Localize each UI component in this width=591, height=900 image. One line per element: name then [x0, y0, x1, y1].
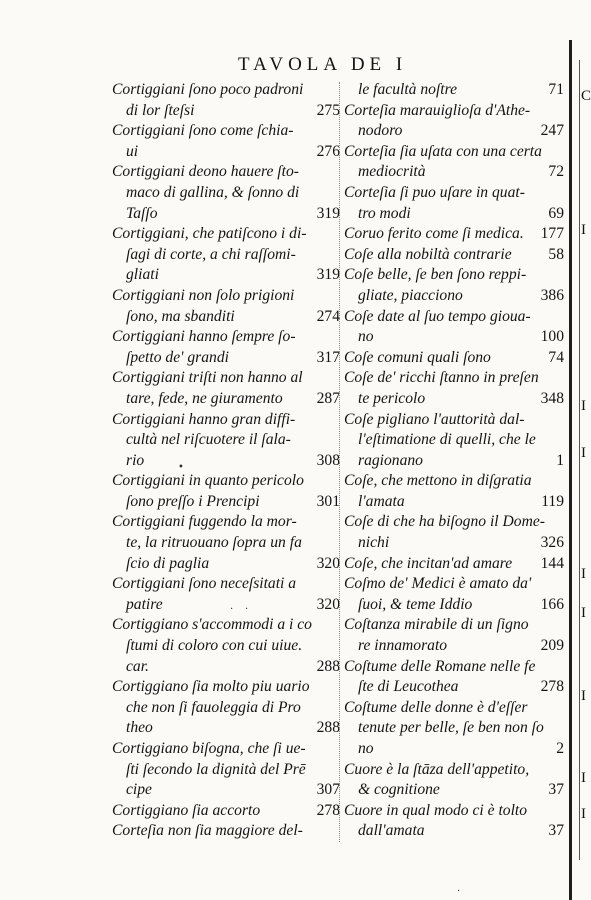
- index-entry-line: [344, 698, 564, 719]
- index-entry-text: Corteſia ſia uſata con una certa: [344, 142, 542, 160]
- index-entry-line: [344, 512, 564, 533]
- index-entry-line: [344, 821, 564, 842]
- index-entry-text: Cortiggiani ſono come ſchia-: [112, 122, 294, 140]
- margin-mark: I: [581, 398, 586, 414]
- index-entry-text: Coſmo de' Medici è amato da': [344, 575, 532, 593]
- index-entry-text: Cortiggiano ſia accorto: [112, 801, 261, 819]
- index-entry-line: [344, 204, 564, 225]
- index-entry-text: l'eſtimatione di quelli, che le: [358, 431, 536, 449]
- index-entry-text: che non ſi fauoleggia di Pro: [126, 698, 301, 716]
- index-entry-text: Coſe de' ricchi ſtanno in preſen: [344, 369, 539, 387]
- index-entry-text: Coſtanza mirabile di un ſigno: [344, 616, 529, 634]
- index-page-number: 278: [316, 801, 340, 819]
- index-entry-text: tro modi: [358, 204, 411, 222]
- index-entry-text: ſpetto de' grandi: [126, 348, 229, 366]
- index-entry-line: [112, 615, 340, 636]
- index-entry-line: [112, 224, 340, 245]
- page-edge-line: [579, 60, 580, 860]
- index-entry-line: [112, 657, 340, 678]
- index-entry-text: Cortiggiani in quanto pericolo: [112, 472, 304, 490]
- index-entry-line: [112, 471, 340, 492]
- index-entry-line: [112, 574, 340, 595]
- index-entry-line: [112, 595, 340, 616]
- index-page-number: 119: [541, 492, 564, 510]
- index-entry-line: [112, 636, 340, 657]
- index-entry-text: le facultà noſtre: [358, 81, 458, 98]
- index-entry-line: [112, 389, 340, 410]
- index-page-number: 319: [316, 266, 340, 284]
- index-page-number: 301: [316, 492, 340, 510]
- index-entry-line: [344, 286, 564, 307]
- index-entry-text: l'amata: [358, 492, 405, 510]
- index-entry-line: [344, 368, 564, 389]
- index-page-number: 287: [316, 389, 340, 407]
- index-entry-text: tare, fede, ne giuramento: [126, 389, 283, 407]
- index-entry-text: ſagi di corte, a chi raſſomi-: [126, 245, 296, 263]
- index-entry-text: ſti ſecondo la dignità del Prē: [126, 760, 306, 778]
- index-page-number: 275: [316, 101, 340, 119]
- index-entry-text: nodoro: [358, 122, 403, 140]
- index-entry-text: Coſe comuni quali ſono: [344, 348, 491, 366]
- index-entry-text: Coſe, che mettono in diſgratia: [344, 472, 532, 490]
- index-entry-line: [344, 430, 564, 451]
- index-entry-text: mediocrità: [358, 163, 426, 181]
- index-page-number: 177: [540, 225, 564, 243]
- index-entry-text: Coſe pigliano l'auttorità dal-: [344, 410, 525, 428]
- index-entry-line: [344, 492, 564, 513]
- index-entry-line: [112, 451, 340, 472]
- margin-mark: I: [581, 605, 586, 621]
- index-page-number: 278: [540, 678, 564, 696]
- index-entry-line: [344, 595, 564, 616]
- index-entry-text: cultà nel riſcuotere il ſala-: [126, 431, 291, 449]
- index-entry-line: [112, 554, 340, 575]
- margin-mark: I: [581, 770, 586, 786]
- index-entry-text: & cognitione: [358, 781, 440, 799]
- index-entry-line: [344, 121, 564, 142]
- index-entry-line: [344, 389, 564, 410]
- index-entry-text: Cortiggiani ſono poco padroni: [112, 81, 304, 98]
- index-page-number: 2: [556, 740, 564, 757]
- index-entry-text: Cuore in qual modo ci è tolto: [344, 801, 528, 819]
- index-entry-text: rio: [126, 451, 145, 469]
- index-entry-text: te, la ritruouano ſopra un fa: [126, 534, 302, 552]
- ink-speck: ·: [230, 604, 234, 615]
- index-page-number: 69: [548, 204, 564, 222]
- index-entry-line: [112, 286, 340, 307]
- index-page-number: 100: [540, 328, 564, 346]
- index-entry-line: [112, 101, 340, 122]
- index-entry-text: ſte di Leucothea: [358, 678, 459, 696]
- index-entry-line: [112, 368, 340, 389]
- index-column-left: [112, 80, 340, 842]
- index-entry-text: ſono preſſo i Prencipi: [126, 492, 260, 510]
- index-entry-text: Coſe di che ha biſogno il Dome-: [344, 513, 545, 531]
- index-entry-text: patire: [126, 595, 163, 613]
- index-entry-text: ſono, ma sbanditi: [126, 307, 235, 325]
- index-entry-line: [112, 307, 340, 328]
- index-page-number: 307: [316, 781, 340, 799]
- index-page-number: 72: [548, 163, 564, 181]
- index-entry-line: [344, 471, 564, 492]
- index-entry-line: [112, 760, 340, 781]
- index-page-number: 288: [316, 657, 340, 675]
- index-entry-text: Corteſia ſi puo uſare in quat-: [344, 183, 525, 201]
- index-entry-line: [112, 739, 340, 760]
- index-page-number: 274: [316, 307, 340, 325]
- index-entry-line: [112, 780, 340, 801]
- index-entry-text: Cortiggiani non ſolo prigioni: [112, 286, 295, 304]
- index-entry-line: [344, 533, 564, 554]
- ink-speck: •: [178, 462, 184, 473]
- index-entry-line: [112, 348, 340, 369]
- index-entry-line: [344, 307, 564, 328]
- ink-speck: ·: [245, 604, 249, 615]
- index-entry-text: Coſe, che incitan'ad amare: [344, 554, 513, 572]
- index-entry-line: [344, 636, 564, 657]
- index-page-number: 308: [316, 451, 340, 469]
- index-entry-line: [112, 142, 340, 163]
- index-entry-text: te pericolo: [358, 389, 426, 407]
- index-entry-line: [112, 80, 340, 101]
- index-entry-text: ragionano: [358, 451, 423, 469]
- index-entry-line: [344, 80, 564, 101]
- index-entry-text: Cortiggiani ſono neceſsitati a: [112, 575, 297, 593]
- margin-mark: I: [581, 222, 586, 238]
- index-page-number: 144: [540, 554, 564, 572]
- index-page-number: 386: [540, 286, 564, 304]
- index-entry-line: [112, 183, 340, 204]
- index-entry-line: [112, 204, 340, 225]
- index-entry-text: Cortiggiani hanno gran diffi-: [112, 410, 296, 428]
- index-entry-line: [344, 718, 564, 739]
- index-entry-text: Corteſia marauiglioſa d'Athe-: [344, 101, 531, 119]
- index-entry-line: [112, 162, 340, 183]
- index-page-number: 58: [548, 245, 564, 263]
- index-entry-line: [112, 801, 340, 822]
- ink-speck: ·: [457, 886, 461, 897]
- index-entry-text: Corteſia non ſia maggiore del-: [112, 822, 303, 840]
- index-entry-line: [344, 760, 564, 781]
- index-entry-line: [112, 821, 340, 842]
- index-page-number: 209: [540, 637, 564, 655]
- index-entry-text: di lor ſteſsi: [126, 101, 195, 119]
- index-entry-text: ſuoi, & teme Iddio: [358, 595, 473, 613]
- index-entry-text: Coſtume delle Romane nelle fe: [344, 657, 536, 675]
- index-entry-text: no: [358, 328, 374, 346]
- index-entry-line: [344, 142, 564, 163]
- index-entry-text: Cortiggiani deono hauere ſto-: [112, 163, 299, 181]
- column-divider: [339, 82, 341, 842]
- index-page-number: 37: [548, 781, 564, 799]
- index-entry-line: [344, 615, 564, 636]
- index-entry-line: [344, 224, 564, 245]
- index-entry-text: Coruo ferito come ſi medica.: [344, 225, 524, 243]
- index-entry-text: Cortiggiani fuggendo la mor-: [112, 513, 297, 531]
- margin-mark: I: [581, 806, 586, 822]
- index-entry-line: [112, 327, 340, 348]
- index-entry-text: Cortiggiani triſti non hanno al: [112, 369, 303, 387]
- index-entry-line: [344, 451, 564, 472]
- index-page-number: 320: [316, 595, 340, 613]
- index-entry-text: Cuore è la ſtāza dell'appetito,: [344, 760, 530, 778]
- index-entry-text: dall'amata: [358, 822, 425, 840]
- index-entry-text: Cortiggiano ſia molto piu uario: [112, 678, 310, 696]
- index-entry-line: [112, 121, 340, 142]
- index-entry-line: [344, 739, 564, 760]
- index-entry-line: [112, 698, 340, 719]
- index-page-number: 348: [540, 389, 564, 407]
- index-entry-text: Coſe alla nobiltà contrarie: [344, 245, 512, 263]
- index-entry-text: tenute per belle, ſe ben non ſo: [358, 719, 544, 737]
- index-entry-text: theo: [126, 719, 153, 737]
- index-page-number: 74: [548, 348, 564, 366]
- index-entry-line: [112, 677, 340, 698]
- index-entry-line: [344, 574, 564, 595]
- index-entry-text: Coſe belle, ſe ben ſono reppi-: [344, 266, 527, 284]
- index-entry-text: ſtumi di coloro con cui uiue.: [126, 637, 303, 655]
- page-edge-shadow: [569, 40, 572, 900]
- index-entry-text: car.: [126, 657, 149, 675]
- index-entry-line: [344, 554, 564, 575]
- margin-mark: I: [581, 445, 586, 461]
- index-entry-text: cipe: [126, 781, 152, 799]
- index-entry-text: nichi: [358, 534, 390, 552]
- index-entry-line: [344, 327, 564, 348]
- index-page-number: 247: [540, 122, 564, 140]
- index-page-number: 326: [540, 534, 564, 552]
- index-page-number: 1: [556, 451, 564, 469]
- index-entry-line: [344, 801, 564, 822]
- index-entry-line: [344, 677, 564, 698]
- index-entry-text: Cortiggiani hanno ſempre ſo-: [112, 328, 296, 346]
- index-entry-line: [344, 780, 564, 801]
- index-entry-text: Cortiggiano s'accommodi a i co: [112, 616, 312, 634]
- index-entry-line: [344, 162, 564, 183]
- index-page-number: 320: [316, 554, 340, 572]
- index-entry-text: gliate, piacciono: [358, 286, 463, 304]
- margin-mark: I: [581, 566, 586, 582]
- index-entry-line: [344, 410, 564, 431]
- margin-mark: C: [581, 88, 591, 104]
- index-entry-line: [344, 245, 564, 266]
- index-entry-line: [112, 718, 340, 739]
- index-entry-text: gliati: [126, 266, 159, 284]
- index-entry-line: [344, 348, 564, 369]
- index-entry-text: Cortiggiani, che patiſcono i di-: [112, 225, 307, 243]
- index-entry-line: [112, 533, 340, 554]
- index-entry-text: Taſſo: [126, 204, 158, 222]
- index-entry-line: [344, 657, 564, 678]
- index-entry-text: no: [358, 740, 374, 757]
- index-entry-line: [112, 430, 340, 451]
- page-header: TAVOLA DE I: [238, 54, 408, 75]
- index-column-right: [344, 80, 564, 842]
- index-page-number: 71: [548, 81, 564, 98]
- index-entry-text: ui: [126, 142, 139, 160]
- index-entry-line: [112, 410, 340, 431]
- index-entry-line: [112, 492, 340, 513]
- index-entry-line: [344, 265, 564, 286]
- index-page-number: 319: [316, 204, 340, 222]
- index-entry-line: [344, 101, 564, 122]
- index-entry-text: ſcio di paglia: [126, 554, 210, 572]
- index-page-number: 288: [316, 719, 340, 737]
- index-entry-text: maco di gallina, & ſonno di: [126, 183, 300, 201]
- index-entry-line: [112, 245, 340, 266]
- index-entry-line: [344, 183, 564, 204]
- margin-mark: I: [581, 688, 586, 704]
- index-entry-line: [112, 512, 340, 533]
- index-entry-text: Coſe date al ſuo tempo gioua-: [344, 307, 531, 325]
- index-entry-text: Coſtume delle donne è d'eſſer: [344, 698, 528, 716]
- index-page-number: 317: [316, 348, 340, 366]
- index-page-number: 166: [540, 595, 564, 613]
- index-page-number: 37: [548, 822, 564, 840]
- index-entry-line: [112, 265, 340, 286]
- index-entry-text: re innamorato: [358, 637, 448, 655]
- index-entry-text: Cortiggiano biſogna, che ſi ue-: [112, 740, 306, 757]
- index-page-number: 276: [316, 142, 340, 160]
